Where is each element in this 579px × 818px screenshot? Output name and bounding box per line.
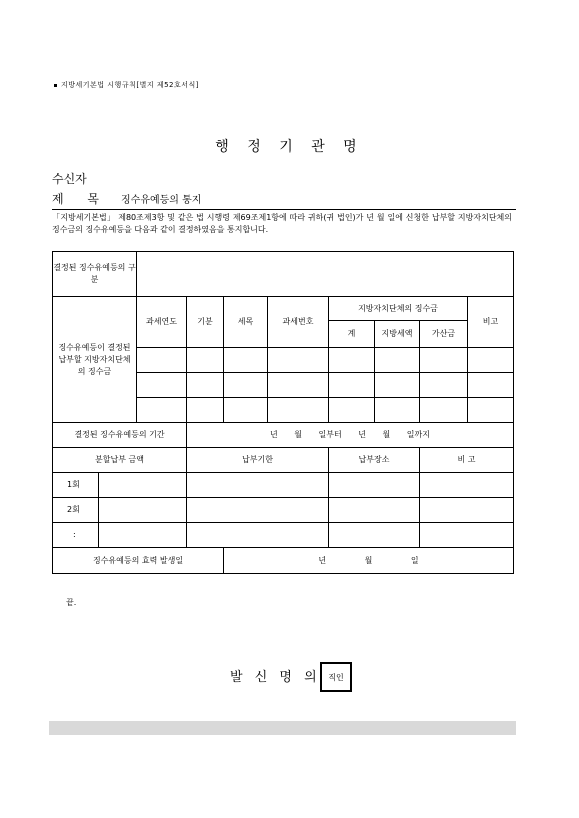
levy-cell[interactable] [329, 348, 375, 373]
effective-date-value: 년 월 일 [224, 548, 514, 574]
levy-cell[interactable] [224, 398, 268, 423]
recipient-label: 수신자 [52, 172, 87, 186]
installment-remarks-cell[interactable] [420, 473, 514, 498]
levy-cell[interactable] [468, 398, 514, 423]
official-seal: 직인 [320, 662, 352, 692]
end-mark: 끝. [66, 598, 77, 607]
body-text: 「지방세기본법」 제80조제3항 및 같은 법 시행령 제69조제1항에 따라 귀하(귀 법인)가 년 월 일에 신청한 납부할 지방자치단체의 징수금의 징수유예등을 다음과 같이 결정하였음을 통지합니다. [52, 213, 512, 234]
sender-name: 발 신 명 의 [230, 670, 321, 685]
levy-cell[interactable] [268, 348, 329, 373]
installment-amount-cell[interactable] [99, 473, 187, 498]
levy-cell[interactable] [137, 373, 187, 398]
levy-cell[interactable] [224, 373, 268, 398]
levy-cell[interactable] [224, 348, 268, 373]
levy-cell[interactable] [187, 398, 224, 423]
levy-cell[interactable] [187, 373, 224, 398]
col-penalty: 가산금 [420, 321, 468, 348]
levy-cell[interactable] [420, 373, 468, 398]
payment-place-cell[interactable] [329, 498, 420, 523]
effective-date-label: 징수유예등의 효력 발생일 [53, 548, 224, 574]
col-tax-item: 세목 [224, 297, 268, 348]
levy-cell[interactable] [420, 348, 468, 373]
payment-place-header: 납부장소 [329, 448, 420, 473]
due-date-header: 납부기한 [187, 448, 329, 473]
levy-cell[interactable] [187, 348, 224, 373]
levy-cell[interactable] [137, 348, 187, 373]
agency-name: 행 정 기 관 명 [215, 139, 364, 155]
col-levy-group: 지방자치단체의 징수금 [329, 297, 468, 321]
levy-cell[interactable] [329, 398, 375, 423]
installment-label: : [53, 523, 99, 548]
subject-row [52, 190, 516, 210]
levy-cell[interactable] [468, 373, 514, 398]
levy-cell[interactable] [375, 373, 420, 398]
decided-type-value [137, 252, 514, 297]
payment-place-cell[interactable] [329, 523, 420, 548]
levy-cell[interactable] [375, 348, 420, 373]
levy-cell[interactable] [137, 398, 187, 423]
form-reference-text: 지방세기본법 시행규칙[별지 제52호서식] [61, 81, 200, 89]
subject-text: 징수유예등의 통지 [121, 195, 202, 206]
due-date-cell[interactable] [187, 523, 329, 548]
installment-remarks-cell[interactable] [420, 523, 514, 548]
due-date-cell[interactable] [187, 473, 329, 498]
col-period: 기분 [187, 297, 224, 348]
payment-place-cell[interactable] [329, 473, 420, 498]
installment-amount-cell[interactable] [99, 498, 187, 523]
main-table [52, 251, 514, 574]
form-reference [54, 80, 199, 90]
period-label: 결정된 징수유예등의 기간 [53, 423, 187, 448]
installment-amount-header: 분할납부 금액 [53, 448, 187, 473]
installment-amount-cell[interactable] [99, 523, 187, 548]
installment-remarks-header: 비 고 [420, 448, 514, 473]
col-remarks: 비고 [468, 297, 514, 348]
subject-label: 제 목 [52, 192, 109, 206]
levy-cell[interactable] [329, 373, 375, 398]
levy-cell[interactable] [268, 373, 329, 398]
installment-label: 2회 [53, 498, 99, 523]
levy-cell[interactable] [268, 398, 329, 423]
levy-cell[interactable] [468, 348, 514, 373]
bullet-icon [54, 84, 57, 87]
levy-cell[interactable] [420, 398, 468, 423]
section-label: 징수유예등이 결정된 납부할 지방자치단체의 징수금 [53, 297, 137, 423]
installment-label: 1회 [53, 473, 99, 498]
col-tax-number: 과세번호 [268, 297, 329, 348]
levy-cell[interactable] [375, 398, 420, 423]
bottom-bar [49, 721, 516, 735]
col-tax-year: 과세연도 [137, 297, 187, 348]
period-value: 년 월 일부터 년 월 일까지 [187, 423, 514, 448]
due-date-cell[interactable] [187, 498, 329, 523]
col-total: 계 [329, 321, 375, 348]
decided-type-label: 결정된 징수유예등의 구분 [53, 252, 137, 297]
col-local-tax: 지방세액 [375, 321, 420, 348]
installment-remarks-cell[interactable] [420, 498, 514, 523]
